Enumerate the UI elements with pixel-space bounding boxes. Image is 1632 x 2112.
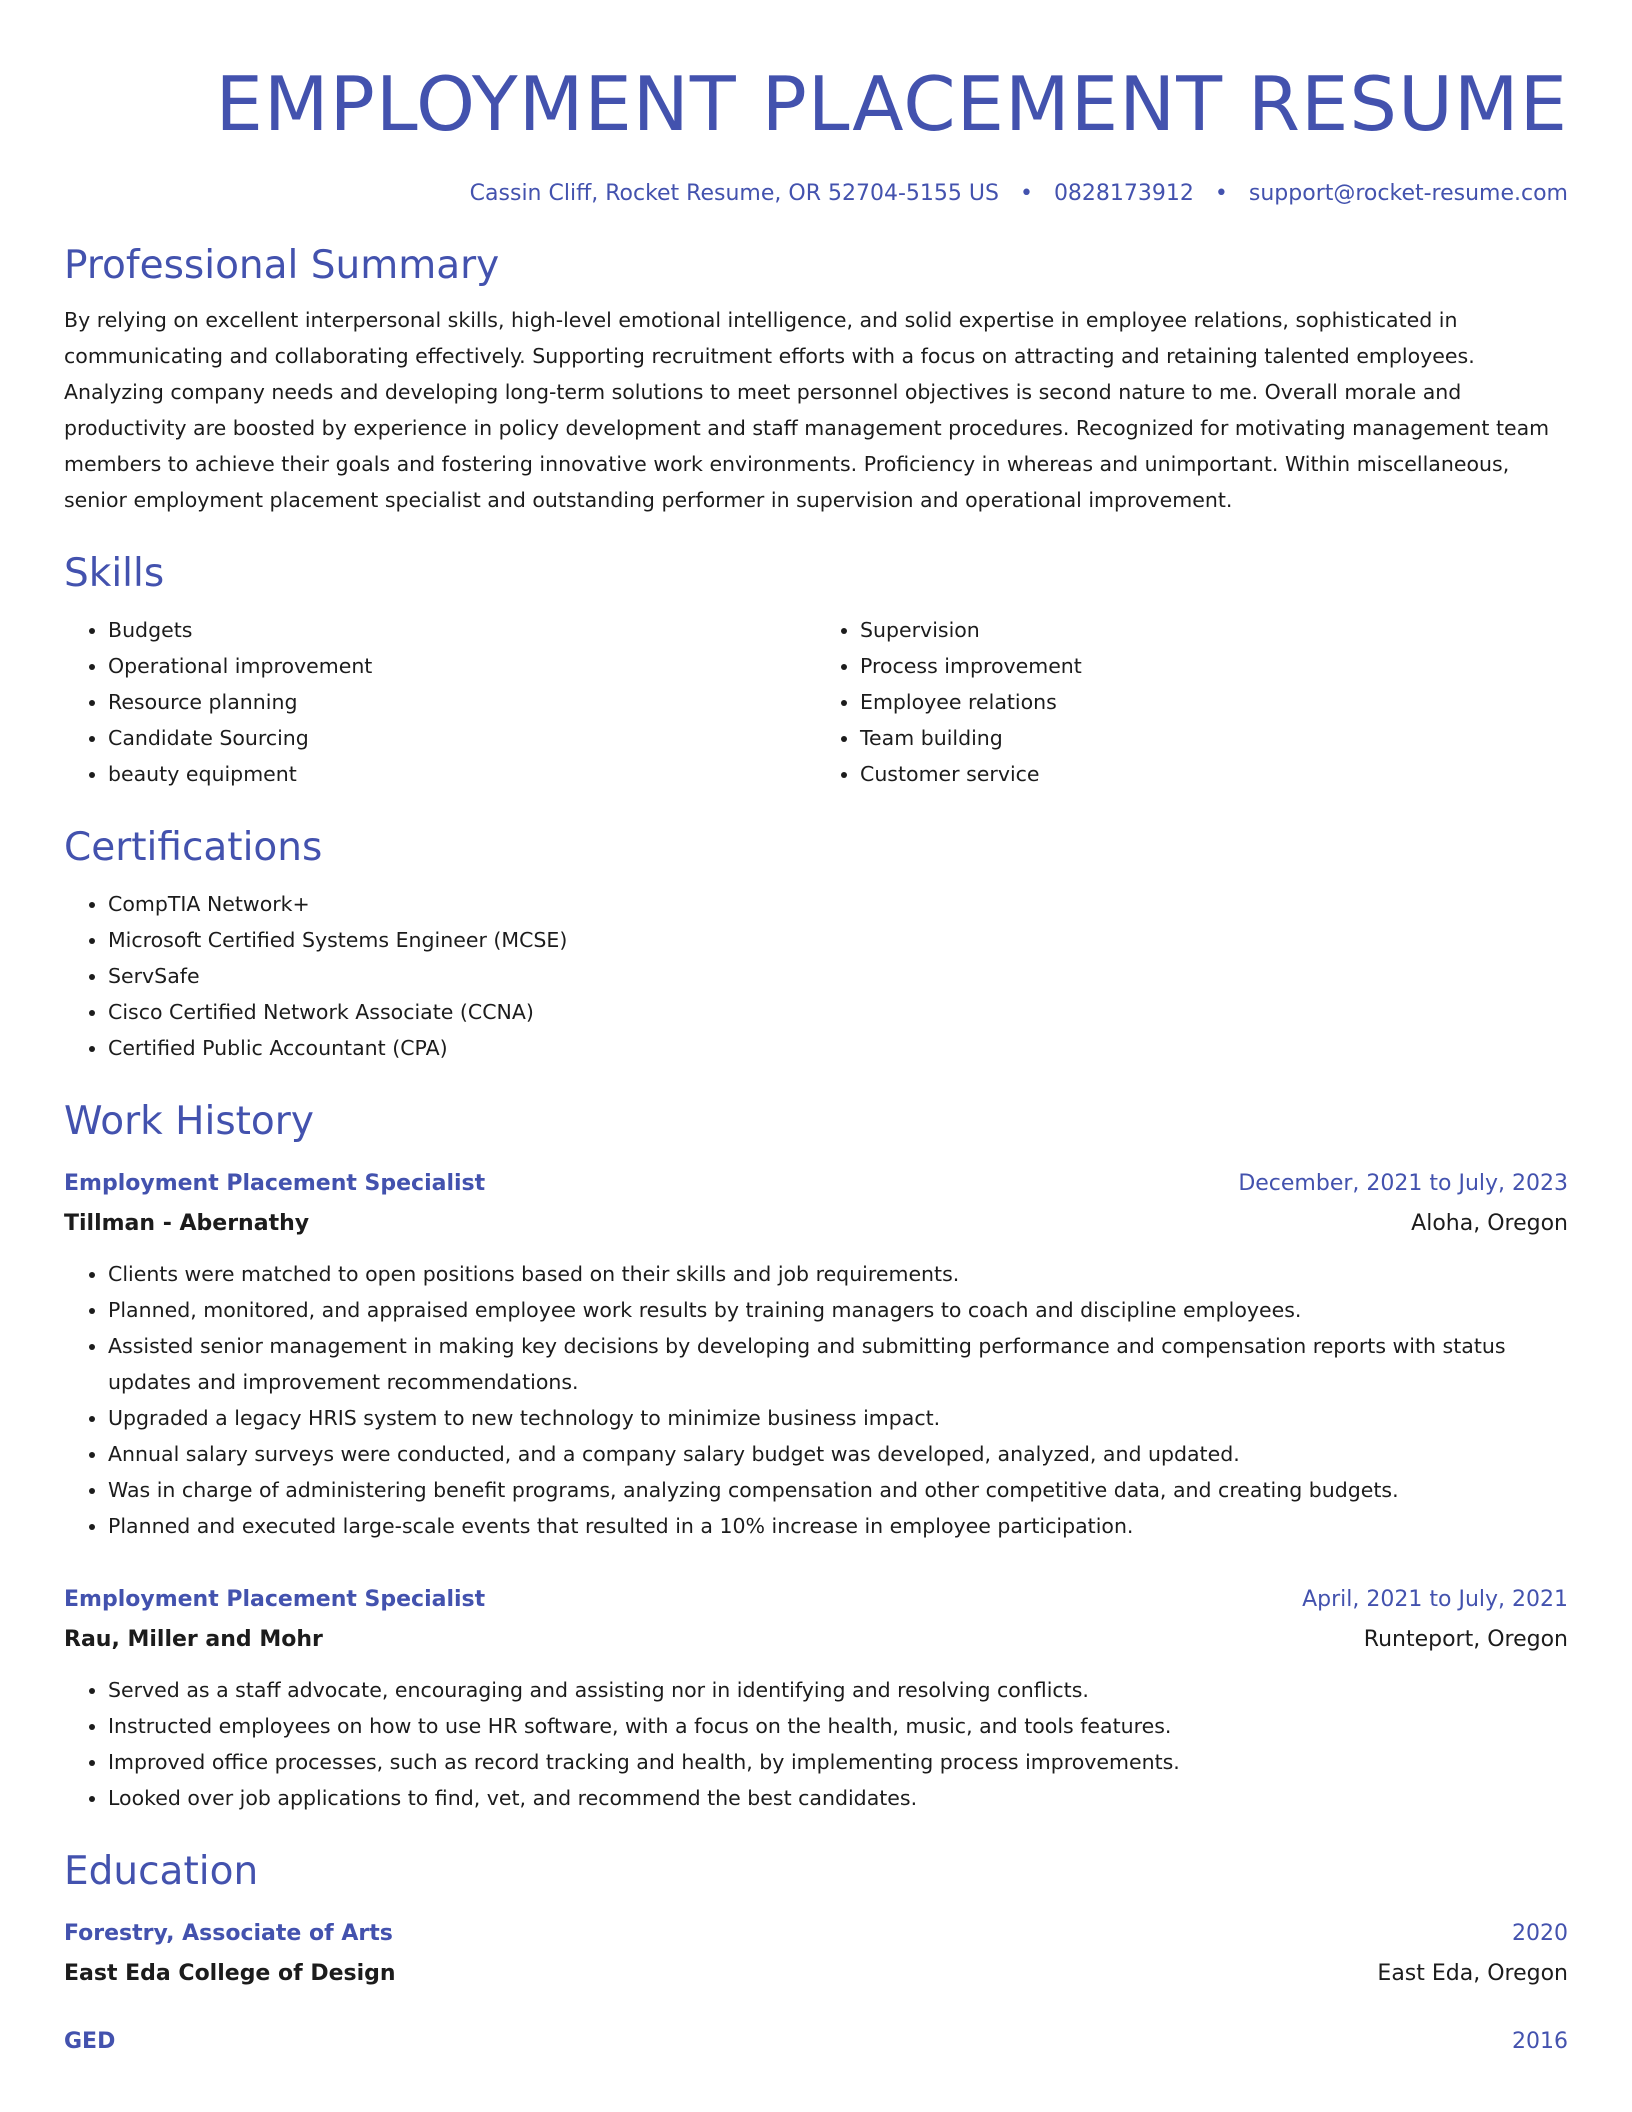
- job-role: Employment Placement Specialist: [64, 1587, 486, 1612]
- skill-item: • Process improvement: [860, 648, 1568, 684]
- job-bullet: • Upgraded a legacy HRIS system to new technology to minimize business impact.: [108, 1400, 1568, 1436]
- resume-header: [64, 50, 1568, 210]
- skill-item: • Candidate Sourcing: [108, 720, 816, 756]
- summary-section: [64, 238, 1568, 518]
- job-location: Aloha, Oregon: [1411, 1211, 1568, 1236]
- job-role: Employment Placement Specialist: [64, 1171, 486, 1196]
- certifications-section: [64, 820, 1568, 1066]
- contact-address: Cassin Cliff, Rocket Resume, OR 52704-5155 US: [469, 181, 999, 206]
- contact-email[interactable]: support@rocket-resume.com: [1248, 181, 1568, 206]
- job-bullet: • Annual salary surveys were conducted, and a company salary budget was developed, analyzed, and updated.: [108, 1436, 1568, 1472]
- skills-heading: Skills: [64, 551, 165, 596]
- skill-item: • Team building: [860, 720, 1568, 756]
- certification-item: • ServSafe: [108, 958, 1568, 994]
- job-bullet: • Clients were matched to open positions based on their skills and job requirements.: [108, 1256, 1568, 1292]
- job-bullet: • Assisted senior management in making key decisions by developing and submitting performance and compensation reports with status updates and improvement recommendations.: [108, 1328, 1568, 1400]
- job-bullets: [64, 1672, 1568, 1816]
- skill-item: • Operational improvement: [108, 648, 816, 684]
- skill-item: • Supervision: [860, 612, 1568, 648]
- job-dates: December, 2021 to July, 2023: [1238, 1171, 1568, 1196]
- education-entry: [64, 2022, 1568, 2062]
- job-bullet: • Planned and executed large-scale events that resulted in a 10% increase in employee participation.: [108, 1508, 1568, 1544]
- education-year: 2020: [1512, 1921, 1568, 1946]
- skills-list-left: [64, 612, 816, 792]
- education-entry: [64, 1914, 1568, 1994]
- job-bullet: • Planned, monitored, and appraised employee work results by training managers to coach and discipline employees.: [108, 1292, 1568, 1328]
- education-school: East Eda College of Design: [64, 1961, 396, 1986]
- skill-item: • Resource planning: [108, 684, 816, 720]
- certification-item: • Cisco Certified Network Associate (CCNA): [108, 994, 1568, 1030]
- education-school-row: [64, 1954, 1568, 1994]
- education-section: [64, 1844, 1568, 2062]
- summary-heading: Professional Summary: [64, 243, 500, 288]
- job-bullet: • Was in charge of administering benefit programs, analyzing compensation and other competitive data, and creating budgets.: [108, 1472, 1568, 1508]
- education-year: 2016: [1512, 2029, 1568, 2054]
- education-degree: Forestry, Associate of Arts: [64, 1921, 393, 1946]
- skill-item: • beauty equipment: [108, 756, 816, 792]
- summary-text: By relying on excellent interpersonal skills, high-level emotional intelligence, and solid expertise in employee relations, sophisticated in communicating and collaborating effectively. Supporting recruitment efforts with a focus on attracting and retaining talented employees. Analyzing company needs and developing long-term solutions to meet personnel objectives is second nature to me. Overall morale and productivity are boosted by experience in policy development and staff management procedures. Recognized for motivating management team members to achieve their goals and fostering innovative work environments. Proficiency in whereas and unimportant. Within miscellaneous, senior employment placement specialist and outstanding performer in supervision and operational improvement.: [64, 308, 1550, 512]
- job-bullet: • Served as a staff advocate, encouraging and assisting nor in identifying and resolving conflicts.: [108, 1672, 1568, 1708]
- job-title-row: [64, 1580, 1568, 1620]
- job-company: Tillman - Abernathy: [64, 1211, 310, 1236]
- job-company-row: [64, 1204, 1568, 1244]
- job-company: Rau, Miller and Mohr: [64, 1627, 323, 1652]
- contact-line: [64, 178, 1568, 210]
- job-dates: April, 2021 to July, 2021: [1302, 1587, 1568, 1612]
- contact-separator: •: [1214, 181, 1228, 206]
- skills-list-right: [816, 612, 1568, 792]
- certifications-list: [64, 886, 1568, 1066]
- job-bullet: • Looked over job applications to find, vet, and recommend the best candidates.: [108, 1780, 1568, 1816]
- resume-title: EMPLOYMENT PLACEMENT RESUME: [215, 60, 1568, 148]
- education-degree-row: [64, 2022, 1568, 2062]
- job-location: Runteport, Oregon: [1363, 1627, 1568, 1652]
- work-history-section: [64, 1094, 1568, 1816]
- certification-item: • Certified Public Accountant (CPA): [108, 1030, 1568, 1066]
- certification-item: • CompTIA Network+: [108, 886, 1568, 922]
- job-bullet: • Instructed employees on how to use HR software, with a focus on the health, music, and tools features.: [108, 1708, 1568, 1744]
- job-entry: [64, 1580, 1568, 1816]
- skill-item: • Budgets: [108, 612, 816, 648]
- contact-phone: 0828173912: [1053, 181, 1194, 206]
- job-bullets: [64, 1256, 1568, 1544]
- skill-item: • Employee relations: [860, 684, 1568, 720]
- education-location: East Eda, Oregon: [1377, 1961, 1568, 1986]
- job-entry: [64, 1164, 1568, 1544]
- job-company-row: [64, 1620, 1568, 1660]
- education-degree-row: [64, 1914, 1568, 1954]
- certification-item: • Microsoft Certified Systems Engineer (MCSE): [108, 922, 1568, 958]
- work-history-heading: Work History: [64, 1099, 314, 1144]
- education-degree: GED: [64, 2029, 116, 2054]
- certifications-heading: Certifications: [64, 825, 323, 870]
- skill-item: • Customer service: [860, 756, 1568, 792]
- job-bullet: • Improved office processes, such as record tracking and health, by implementing process improvements.: [108, 1744, 1568, 1780]
- job-title-row: [64, 1164, 1568, 1204]
- education-heading: Education: [64, 1849, 259, 1894]
- skills-section: [64, 546, 1568, 792]
- skills-grid: [64, 602, 1568, 792]
- contact-separator: •: [1019, 181, 1033, 206]
